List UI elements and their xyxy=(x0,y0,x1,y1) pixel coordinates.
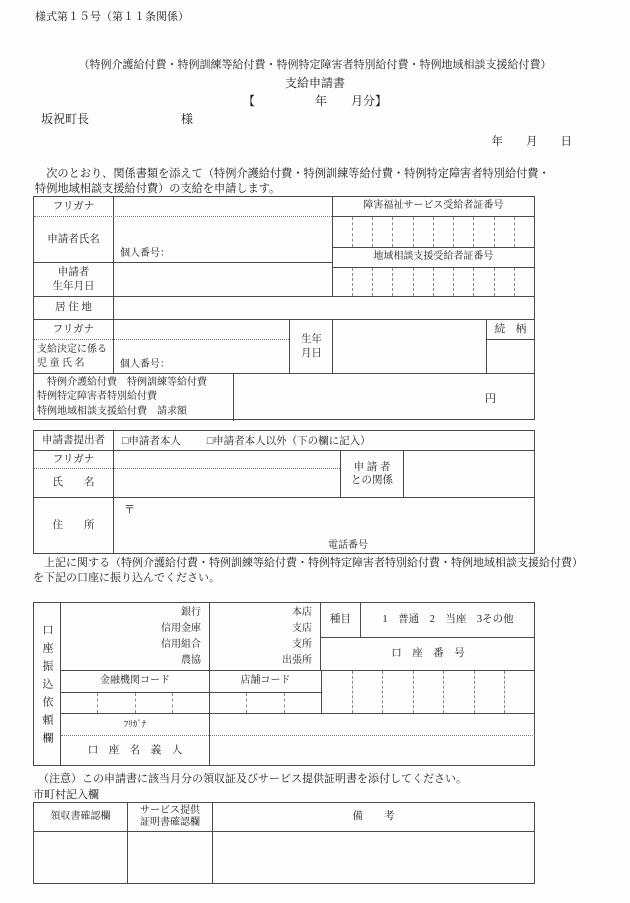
child-name-field[interactable] xyxy=(114,340,290,373)
bank-side-label: 口座振込依頼欄 xyxy=(34,603,61,765)
account-no-cells xyxy=(321,671,535,713)
applicant-furigana-field[interactable] xyxy=(114,197,332,216)
addressee-line xyxy=(41,110,193,127)
branch-type-list: 本店 支店 支所 出張所 xyxy=(210,603,321,670)
applicant-birth-field[interactable] xyxy=(114,263,332,296)
digit-cell[interactable] xyxy=(372,217,392,247)
child-furigana-field[interactable] xyxy=(114,320,290,340)
digit-cell[interactable] xyxy=(453,217,473,247)
remarks-header: 備 考 xyxy=(352,811,395,823)
addressee: 坂祝町長 xyxy=(41,112,90,126)
digit-cell[interactable] xyxy=(352,268,372,296)
digit-cell[interactable] xyxy=(246,693,283,713)
service-cert-header: 障害福祉サービス受給者証番号 xyxy=(333,197,534,217)
digit-cell[interactable] xyxy=(61,693,97,713)
child-furigana-label: フリガナ xyxy=(34,320,113,340)
digit-cell[interactable] xyxy=(210,693,246,713)
holder-label: 口 座 名 義 人 xyxy=(87,744,183,756)
checkbox-other[interactable]: □申請者本人以外（下の欄に記入） xyxy=(206,436,371,447)
remarks-field[interactable] xyxy=(213,832,534,883)
digit-cell[interactable] xyxy=(413,671,444,713)
bank-table xyxy=(33,602,535,766)
phone-label: 電話番号 xyxy=(328,540,368,551)
child-personal-number-label: 個人番号： xyxy=(119,359,170,370)
account-type-options[interactable]: 1 普通 2 当座 3その他 xyxy=(382,614,514,626)
digit-cell[interactable] xyxy=(453,268,473,296)
child-birth-field[interactable] xyxy=(333,320,487,373)
digit-cell[interactable] xyxy=(413,268,433,296)
intro-line-1: 次のとおり、関係書類を添えて（特例介護給付費・特例訓練等給付費・特例特定障害者特別給付費・ xyxy=(35,168,550,180)
digit-cell[interactable] xyxy=(494,268,514,296)
branch-code-label: 店舗コード xyxy=(240,675,291,687)
digit-cell[interactable] xyxy=(284,693,321,713)
period-line[interactable]: 【 年 月分】 xyxy=(242,94,387,108)
digit-cell[interactable] xyxy=(322,671,352,713)
digit-cell[interactable] xyxy=(514,268,534,296)
submitter-furigana-field[interactable] xyxy=(114,451,340,469)
digit-cell[interactable] xyxy=(474,671,505,713)
digit-cell[interactable] xyxy=(514,217,534,247)
applicant-name-field[interactable] xyxy=(114,217,332,262)
bank-code-cells xyxy=(61,693,210,713)
holder-furigana-label: ﾌﾘｶﾞﾅ xyxy=(61,714,209,736)
date-line[interactable]: 年 月 日 xyxy=(491,136,572,148)
intro-line-2: 特例地域相談支援給付費）の支給を申請します。 xyxy=(35,183,281,195)
receipt-check-header: 領収書確認欄 xyxy=(34,803,128,831)
digit-cell[interactable] xyxy=(172,693,209,713)
bank-note xyxy=(33,556,593,586)
digit-cell[interactable] xyxy=(473,217,493,247)
addressee-honorific: 様 xyxy=(181,112,194,126)
postal-mark: 〒 xyxy=(124,504,135,516)
bank-code-label: 金融機関コード xyxy=(61,671,210,692)
title-parenthetical: （特例介護給付費・特例訓練等給付費・特例特定障害者特別給付費・特例地域相談支援給付費） xyxy=(78,59,552,71)
digit-cell[interactable] xyxy=(392,217,412,247)
applicant-name-label: 申請者氏名 xyxy=(34,217,114,262)
service-cert-cells xyxy=(333,217,534,248)
child-name-label: 支給決定に係る 児 童 氏 名 xyxy=(37,344,107,369)
digit-cell[interactable] xyxy=(333,268,352,296)
bank-type-list: 銀行 信用金庫 信用組合 農協 xyxy=(61,603,210,670)
service-check-header: サービス提供 証明書確認欄 xyxy=(128,803,213,831)
checkbox-self[interactable]: □申請者本人 xyxy=(122,436,181,447)
relation-header: 続 柄 xyxy=(487,320,534,340)
municipal-label: 市町村記入欄 xyxy=(33,789,99,801)
submitter-relation-label: 申 請 者 との関係 xyxy=(341,451,404,497)
intro-paragraph xyxy=(35,167,580,197)
page-title: 支給申請書 xyxy=(284,76,345,90)
digit-cell[interactable] xyxy=(392,268,412,296)
residence-field[interactable] xyxy=(114,297,534,319)
submitter-name-label: 氏 名 xyxy=(52,477,95,489)
receipt-check-field[interactable] xyxy=(34,832,128,883)
holder-furigana-field[interactable] xyxy=(210,714,535,736)
branch-code-cells xyxy=(210,693,321,713)
digit-cell[interactable] xyxy=(494,217,514,247)
digit-cell[interactable] xyxy=(433,268,453,296)
digit-cell[interactable] xyxy=(433,217,453,247)
account-type-label: 種目 xyxy=(321,603,361,637)
submitter-furigana-label: フリガナ xyxy=(34,451,113,469)
claim-label: 特例介護給付費 特例訓練等給付費 特例特定障害者特別給付費 特例地域相談支援給付費 請求額 xyxy=(34,374,234,421)
community-cert-cells xyxy=(333,268,534,296)
municipal-table xyxy=(33,802,535,884)
digit-cell[interactable] xyxy=(413,217,433,247)
attach-note: （注意）この申請書に該当月分の領収証及びサービス提供証明書を添付してください。 xyxy=(38,773,467,785)
submitter-name-field[interactable] xyxy=(114,469,340,497)
account-no-header: 口 座 番 号 xyxy=(391,648,465,660)
bank-note-line-1: 上記に関する（特例介護給付費・特例訓練等給付費・特例特定障害者特別給付費・特例地域相談支援給付費） xyxy=(33,557,583,569)
child-birth-label: 生年 月日 xyxy=(290,320,333,373)
claim-amount-field[interactable] xyxy=(234,374,534,421)
personal-number-label: 個人番号： xyxy=(120,248,170,259)
submitter-address-field[interactable] xyxy=(114,498,534,553)
submitter-table xyxy=(33,430,535,554)
bank-note-line-2: を下記の口座に振り込んでください。 xyxy=(33,572,220,584)
digit-cell[interactable] xyxy=(443,671,474,713)
digit-cell[interactable] xyxy=(504,671,535,713)
digit-cell[interactable] xyxy=(97,693,134,713)
community-cert-header: 地域相談支援受給者証番号 xyxy=(333,248,534,268)
form-number: 様式第１５号（第１１条関係） xyxy=(35,11,189,23)
digit-cell[interactable] xyxy=(372,268,392,296)
submitter-address-label: 住 所 xyxy=(34,498,114,553)
submitter-relation-field[interactable] xyxy=(404,451,534,497)
holder-name-field[interactable] xyxy=(210,736,535,765)
applicant-table xyxy=(33,196,535,420)
digit-cell[interactable] xyxy=(473,268,493,296)
applicant-birth-label: 申請者 生年月日 xyxy=(34,263,114,296)
yen-label: 円 xyxy=(485,392,496,405)
relation-field[interactable] xyxy=(487,340,534,373)
service-check-field[interactable] xyxy=(128,832,213,883)
digit-cell[interactable] xyxy=(135,693,172,713)
digit-cell[interactable] xyxy=(333,217,352,247)
digit-cell[interactable] xyxy=(382,671,413,713)
digit-cell[interactable] xyxy=(352,217,372,247)
submitter-section-label: 申請書提出者 xyxy=(34,431,114,450)
residence-label: 居 住 地 xyxy=(34,297,114,319)
applicant-furigana-label: フリガナ xyxy=(34,197,114,216)
digit-cell[interactable] xyxy=(352,671,383,713)
